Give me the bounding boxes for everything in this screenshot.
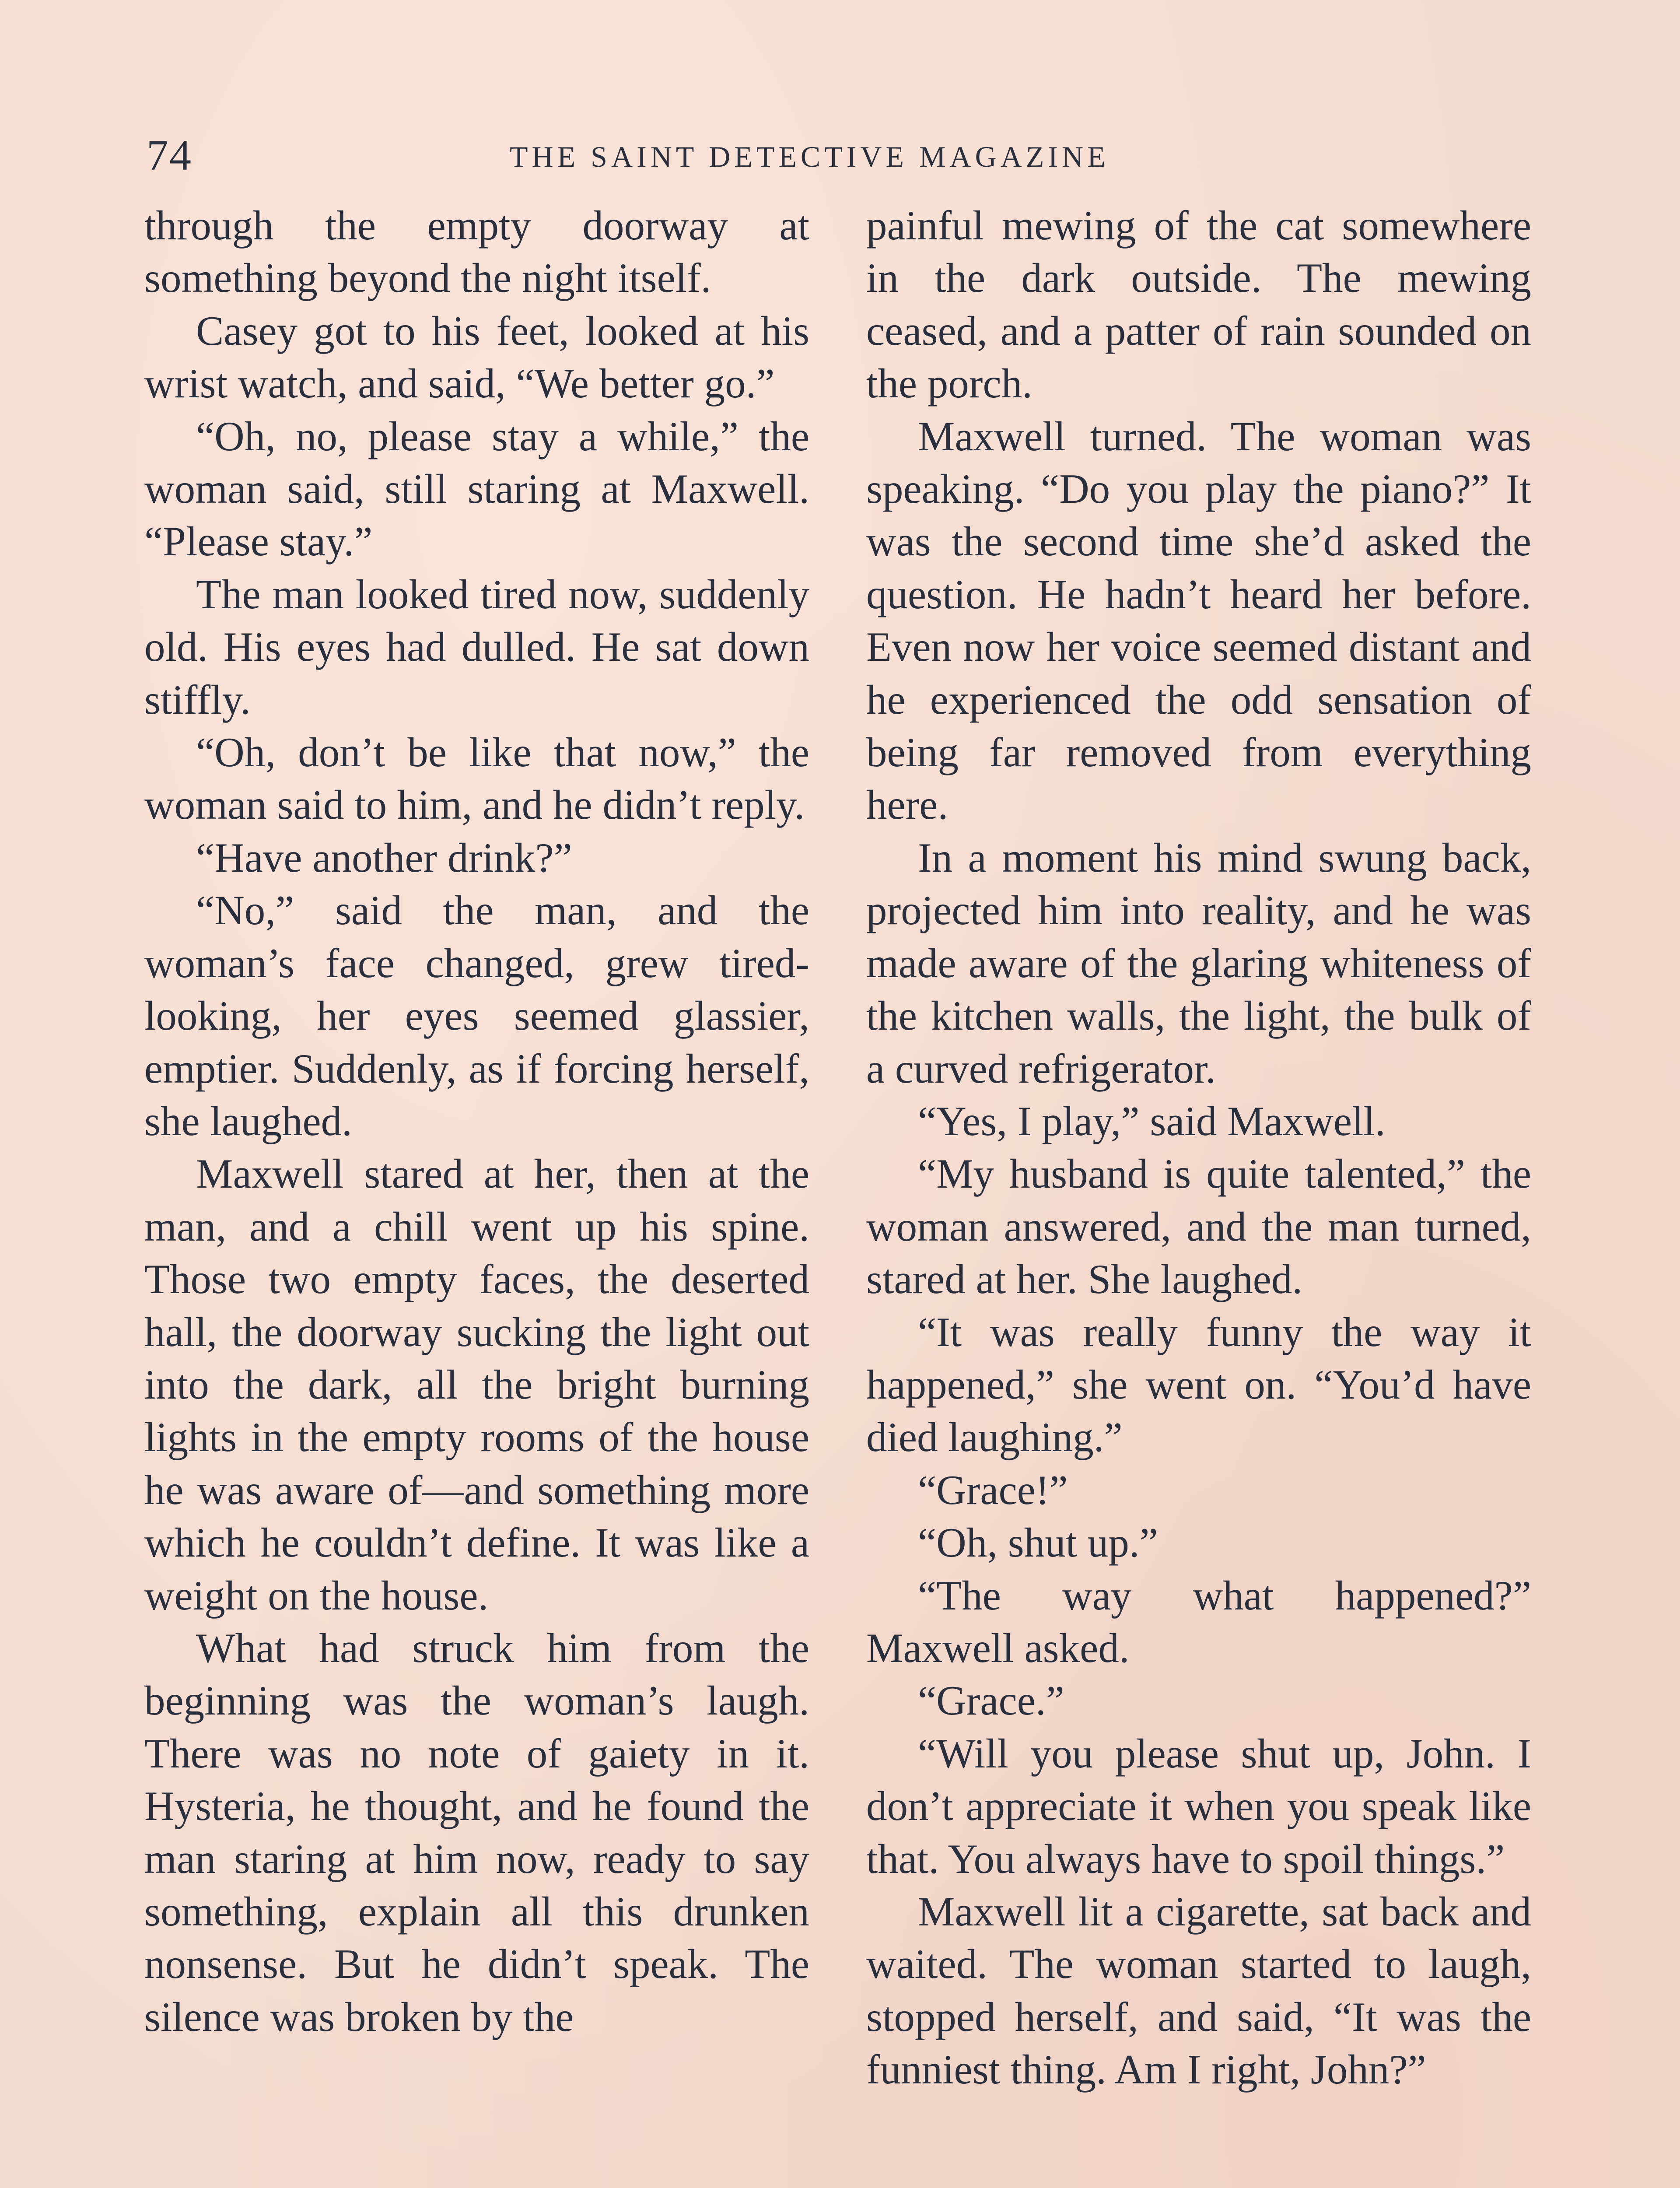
right-column xyxy=(866,199,1531,2096)
paragraph: “Oh, don’t be like that now,” the woman said to him, and he didn’t reply. xyxy=(144,729,809,828)
paragraph: “Oh, no, please stay a while,” the woman said, still staring at Maxwell. “Please stay.” xyxy=(144,413,809,565)
paragraph: “Grace!” xyxy=(918,1466,1068,1513)
running-head: THE SAINT DETECTIVE MAGAZINE xyxy=(510,140,1110,173)
paragraph: “No,” said the man, and the woman’s face changed, grew tired-looking, her eyes seemed glassier, emptier. Suddenly, as if forcing herself, she laughed. xyxy=(144,887,809,1144)
paragraph: painful mewing of the cat somewhere in the dark outside. The mewing ceased, and a patter of rain sounded on the porch. xyxy=(866,202,1531,407)
left-column xyxy=(144,199,809,2043)
paragraph: In a moment his mind swung back, projected him into reality, and he was made aware of the glaring whiteness of the kitchen walls, the light, the bulk of a curved refrigerator. xyxy=(866,834,1531,1092)
paragraph: “The way what happened?” Maxwell asked. xyxy=(866,1572,1531,1671)
paragraph: Casey got to his feet, looked at his wrist watch, and said, “We better go.” xyxy=(144,307,809,407)
paragraph: Maxwell stared at her, then at the man, and a chill went up his spine. Those two empty faces, the deserted hall, the doorway sucking the light out into the dark, all the bright burning lights in the empty rooms of the house he was aware of—and something more which he couldn’t define. It was like a weight on the house. xyxy=(144,1150,809,1619)
paragraph: “My husband is quite talented,” the woman answered, and the man turned, stared at her. She laughed. xyxy=(866,1150,1531,1303)
paragraph: “Grace.” xyxy=(918,1677,1064,1724)
paragraph: “Have another drink?” xyxy=(196,834,572,881)
paragraph: The man looked tired now, suddenly old. His eyes had dulled. He sat down stiffly. xyxy=(144,571,809,723)
paragraph: “Oh, shut up.” xyxy=(918,1519,1158,1566)
page-header xyxy=(147,131,1540,179)
page-number: 74 xyxy=(147,131,192,179)
paragraph: Maxwell turned. The woman was speaking. “Do you play the piano?” It was the second time she’d asked the question. He hadn’t heard her before. Even now her voice seemed distant and he experienced the odd sensation of being far removed from everything here. xyxy=(866,413,1531,828)
paragraph: What had struck him from the beginning was the woman’s laugh. There was no note of gaiety in it. Hysteria, he thought, and he found the man staring at him now, ready to say something, explain all this drunken nonsense. But he didn’t speak. The silence was broken by the xyxy=(144,1624,809,2040)
paragraph: “Will you please shut up, John. I don’t appreciate it when you speak like that. You always have to spoil things.” xyxy=(866,1730,1531,1882)
paragraph: “It was really funny the way it happened,” she went on. “You’d have died laughing.” xyxy=(866,1308,1531,1461)
paragraph: Maxwell lit a cigarette, sat back and waited. The woman started to laugh, stopped herself, and said, “It was the funniest thing. Am I right, John?” xyxy=(866,1888,1531,2093)
paragraph: through the empty doorway at something beyond the night itself. xyxy=(144,202,809,302)
paragraph: “Yes, I play,” said Maxwell. xyxy=(918,1098,1386,1144)
